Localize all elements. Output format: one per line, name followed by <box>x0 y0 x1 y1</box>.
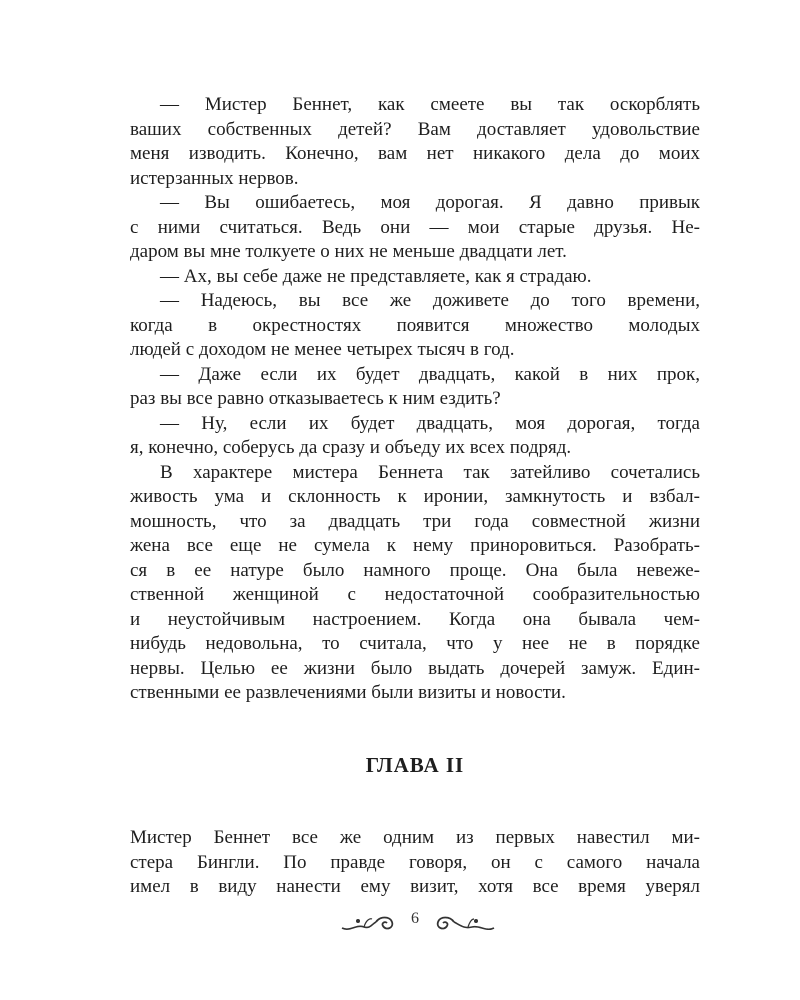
text-line: стера Бингли. По правде говоря, он с самого начала <box>130 851 700 873</box>
flourish-left-icon <box>340 912 398 939</box>
text-line: — Мистер Беннет, как смеете вы так оскорблять <box>160 94 700 115</box>
text-line: ственной женщиной с недостаточной сообразительностью <box>130 584 700 605</box>
paragraph <box>130 289 700 363</box>
page-body <box>130 93 700 706</box>
text-line: — Вы ошибаетесь, моя дорогая. Я давно привык <box>160 192 700 213</box>
paragraph <box>130 461 700 706</box>
text-line: имел в виду нанести ему визит, хотя все время уверял <box>130 876 700 897</box>
text-line: В характере мистера Беннета так затейливо сочетались <box>160 461 700 483</box>
text-line: ственными ее развлечениями были визиты и новости. <box>130 682 566 703</box>
text-line: — Ну, если их будет двадцать, моя дорогая, тогда <box>160 412 700 434</box>
text-line: мошность, что за двадцать три года совместной жизни <box>130 510 700 532</box>
paragraph <box>130 412 700 461</box>
page-number: 6 <box>411 910 419 927</box>
text-line: ваших собственных детей? Вам доставляет удовольствие <box>130 118 700 140</box>
text-line: с ними считаться. Ведь они — мои старые друзья. Не- <box>130 216 700 238</box>
text-line: когда в окрестностях появится множество молодых <box>130 314 700 336</box>
text-line: раз вы все равно отказываетесь к ним ездить? <box>130 388 501 409</box>
text-line: Мистер Беннет все же одним из первых навестил ми- <box>130 827 700 848</box>
paragraph <box>130 93 700 191</box>
text-line: людей с доходом не менее четырех тысяч в год. <box>130 339 515 360</box>
page-footer <box>0 906 800 946</box>
text-line: и неустойчивым настроением. Когда она бывала чем- <box>130 608 700 630</box>
text-line: — Даже если их будет двадцать, какой в них прок, <box>160 363 700 385</box>
chapter-title: ГЛАВА II <box>365 753 465 777</box>
text-line: нервы. Целью ее жизни было выдать дочерей замуж. Един- <box>130 657 700 679</box>
chapter-body <box>130 826 700 900</box>
text-line: истерзанных нервов. <box>130 167 299 189</box>
text-line: ся в ее натуре было намного проще. Она была невеже- <box>130 559 700 581</box>
text-line: я, конечно, соберусь да сразу и объеду их всех подряд. <box>130 437 572 458</box>
text-line: нибудь недовольна, то считала, что у нее не в порядке <box>130 633 700 654</box>
text-line: живость ума и склонность к иронии, замкнутость и взбал- <box>130 486 700 507</box>
text-line: жена все еще не сумела к нему приноровиться. Разобрать- <box>130 535 700 556</box>
flourish-right-icon <box>432 912 496 939</box>
paragraph <box>130 265 700 290</box>
paragraph <box>130 191 700 265</box>
paragraph <box>130 363 700 412</box>
text-line: даром вы мне толкуете о них не меньше двадцати лет. <box>130 241 567 262</box>
text-line: — Ах, вы себе даже не представляете, как я страдаю. <box>160 265 592 287</box>
text-line: меня изводить. Конечно, вам нет никакого дела до моих <box>130 143 700 164</box>
text-line: — Надеюсь, вы все же доживете до того времени, <box>160 290 700 311</box>
